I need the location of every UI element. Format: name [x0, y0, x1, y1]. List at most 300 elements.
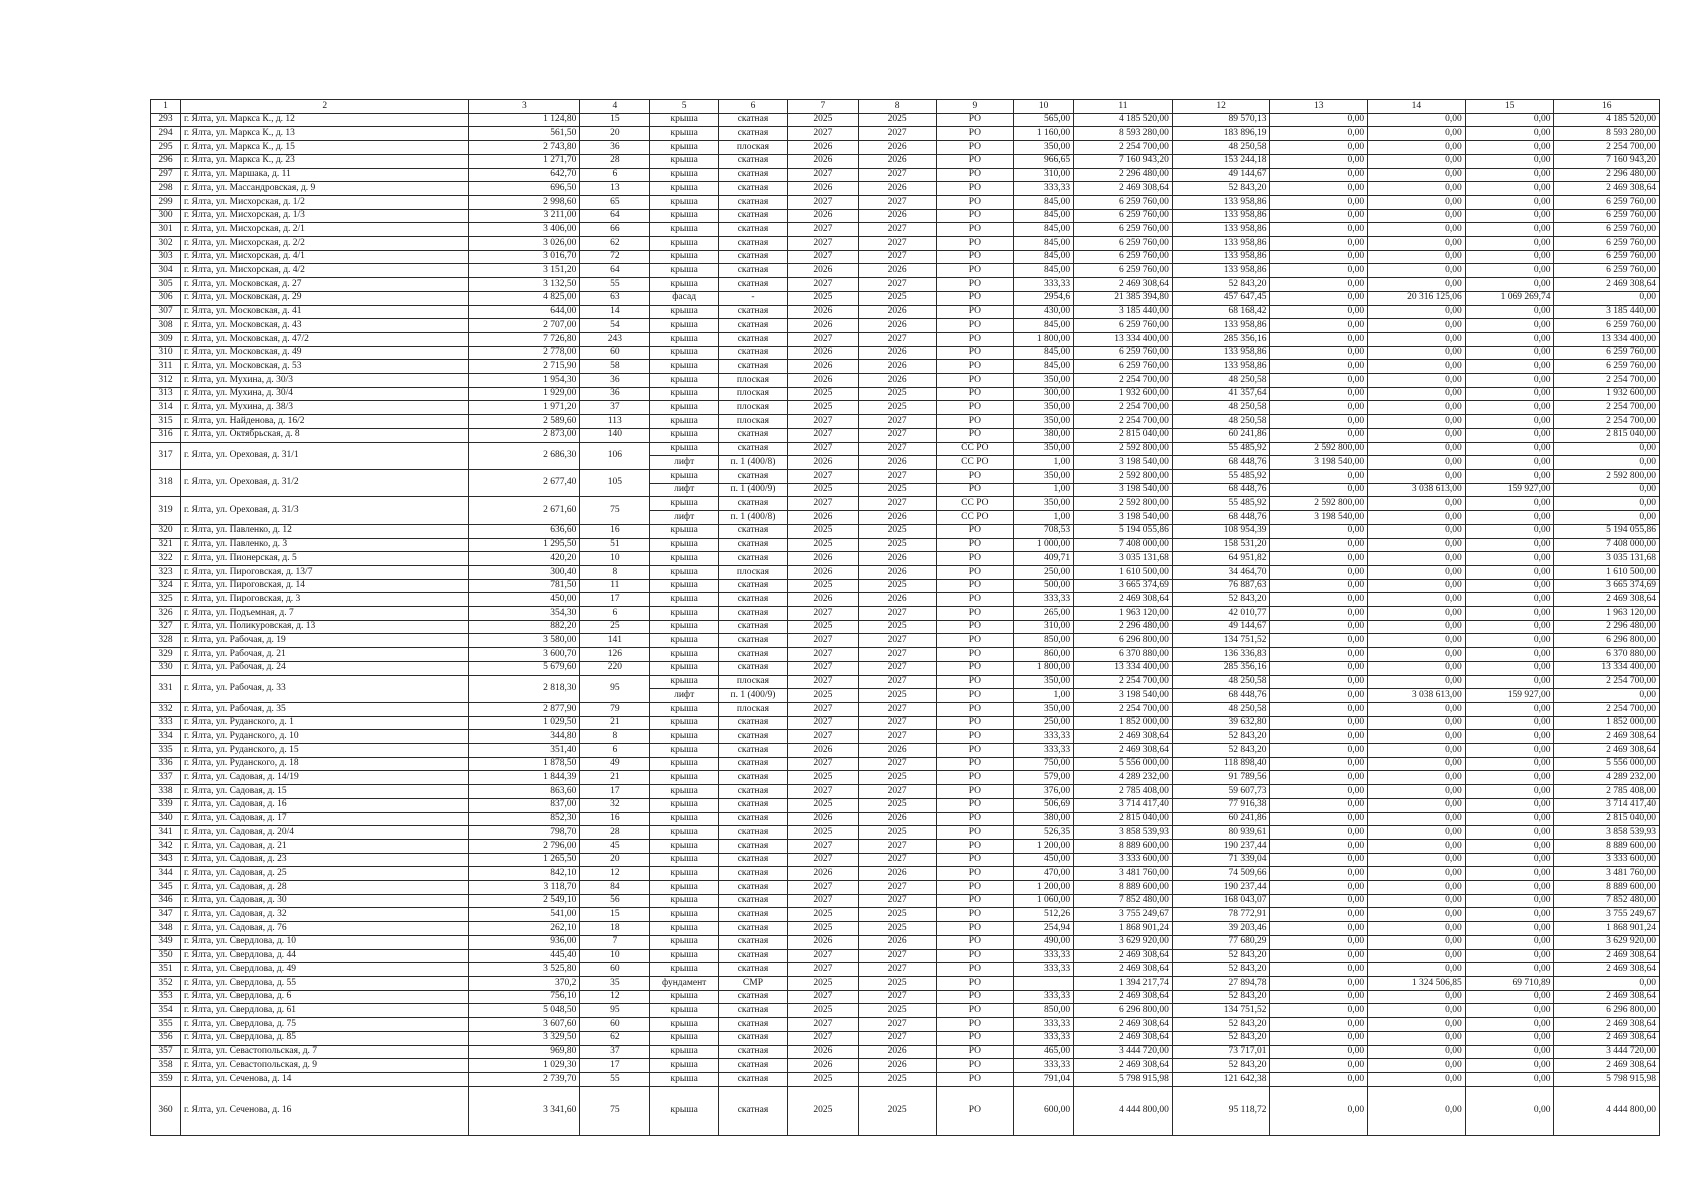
data-cell: 2027 [787, 675, 858, 689]
data-cell: 2 592 800,00 [1270, 442, 1368, 456]
data-cell: 0,00 [1270, 415, 1368, 429]
data-cell: 0,00 [1368, 141, 1466, 155]
data-cell: крыша [650, 785, 719, 799]
data-cell: 350,00 [1014, 702, 1074, 716]
data-cell: 0,00 [1465, 757, 1554, 771]
table-row [151, 442, 1660, 456]
address-cell: г. Ялта, ул. Маршака, д. 11 [180, 168, 468, 182]
area-cell: 1 954,30 [469, 374, 580, 388]
address-cell: г. Ялта, ул. Свердлова, д. 44 [180, 949, 468, 963]
data-cell: 0,00 [1465, 1072, 1554, 1086]
data-cell: 133 958,86 [1172, 264, 1270, 278]
data-cell: 333,33 [1014, 949, 1074, 963]
data-cell: 3 629 920,00 [1554, 935, 1660, 949]
count-cell: 12 [580, 867, 650, 881]
table-row [151, 141, 1660, 155]
data-cell: 0,00 [1270, 209, 1368, 223]
data-cell: 68 168,42 [1172, 305, 1270, 319]
area-cell: 2 873,00 [469, 428, 580, 442]
count-cell: 79 [580, 702, 650, 716]
data-cell: 3 755 249,67 [1554, 908, 1660, 922]
data-cell: 333,33 [1014, 1018, 1074, 1032]
data-cell: плоская [719, 702, 788, 716]
data-cell: крыша [650, 867, 719, 881]
data-cell: 6 259 760,00 [1074, 250, 1173, 264]
data-cell: 3 714 417,40 [1554, 798, 1660, 812]
data-cell: крыша [650, 990, 719, 1004]
table-row [151, 839, 1660, 853]
data-cell: 190 237,44 [1172, 881, 1270, 895]
data-cell: 2027 [787, 127, 858, 141]
data-cell: скатная [719, 552, 788, 566]
data-cell: крыша [650, 881, 719, 895]
data-cell: 2026 [858, 360, 936, 374]
row-number: 324 [151, 579, 181, 593]
data-cell: 2025 [787, 1086, 858, 1135]
data-cell: РО [936, 1018, 1014, 1032]
data-cell: 2026 [787, 511, 858, 525]
data-cell: 2025 [787, 291, 858, 305]
data-cell: скатная [719, 195, 788, 209]
area-cell: 1 029,30 [469, 1059, 580, 1073]
table-row [151, 291, 1660, 305]
row-number: 315 [151, 415, 181, 429]
data-cell: 2027 [787, 442, 858, 456]
count-cell: 13 [580, 182, 650, 196]
data-cell: 2025 [787, 579, 858, 593]
table-row [151, 1031, 1660, 1045]
data-cell: 6 259 760,00 [1074, 319, 1173, 333]
data-cell: 0,00 [1368, 154, 1466, 168]
data-cell: скатная [719, 360, 788, 374]
data-cell: 2026 [858, 812, 936, 826]
address-cell: г. Ялта, ул. Пироговская, д. 13/7 [180, 565, 468, 579]
data-cell: 0,00 [1465, 620, 1554, 634]
data-cell: 4 185 520,00 [1074, 113, 1173, 127]
data-cell: 0,00 [1465, 141, 1554, 155]
address-cell: г. Ялта, ул. Свердлова, д. 49 [180, 963, 468, 977]
table-row [151, 237, 1660, 251]
count-cell: 54 [580, 319, 650, 333]
data-cell: 48 250,58 [1172, 401, 1270, 415]
data-cell: крыша [650, 360, 719, 374]
data-cell: 526,35 [1014, 826, 1074, 840]
data-cell: скатная [719, 853, 788, 867]
data-cell: - [719, 291, 788, 305]
data-cell: скатная [719, 785, 788, 799]
data-cell: крыша [650, 894, 719, 908]
table-row [151, 415, 1660, 429]
data-cell: 2 469 308,64 [1074, 1031, 1173, 1045]
data-cell: 0,00 [1368, 511, 1466, 525]
table-row [151, 894, 1660, 908]
data-cell: РО [936, 483, 1014, 497]
data-cell: 0,00 [1270, 620, 1368, 634]
data-cell: скатная [719, 949, 788, 963]
data-cell: крыша [650, 538, 719, 552]
data-cell: крыша [650, 798, 719, 812]
data-cell: 380,00 [1014, 812, 1074, 826]
data-cell: 3 481 760,00 [1554, 867, 1660, 881]
data-cell: 0,00 [1270, 977, 1368, 991]
data-cell: 3 481 760,00 [1074, 867, 1173, 881]
table-row [151, 387, 1660, 401]
data-cell: 8 593 280,00 [1074, 127, 1173, 141]
address-cell: г. Ялта, ул. Мисхорская, д. 4/1 [180, 250, 468, 264]
data-cell: 0,00 [1368, 387, 1466, 401]
address-cell: г. Ялта, ул. Ореховая, д. 31/2 [180, 469, 468, 496]
data-cell: 0,00 [1270, 990, 1368, 1004]
area-cell: 863,60 [469, 785, 580, 799]
data-cell: 2 254 700,00 [1554, 401, 1660, 415]
data-cell: 49 144,67 [1172, 620, 1270, 634]
data-cell: 2025 [858, 387, 936, 401]
table-row [151, 182, 1660, 196]
data-cell: 3 858 539,93 [1074, 826, 1173, 840]
table-row [151, 401, 1660, 415]
register-body [151, 100, 1660, 1136]
data-cell: 2 296 480,00 [1554, 620, 1660, 634]
table-row [151, 1018, 1660, 1032]
data-cell: 2025 [787, 538, 858, 552]
data-cell: 0,00 [1368, 867, 1466, 881]
row-number: 340 [151, 812, 181, 826]
column-number: 4 [580, 100, 650, 114]
data-cell: 168 043,07 [1172, 894, 1270, 908]
data-cell: 2027 [858, 278, 936, 292]
data-cell: 0,00 [1554, 689, 1660, 703]
data-cell: 5 556 000,00 [1074, 757, 1173, 771]
data-cell: крыша [650, 730, 719, 744]
data-cell: 254,94 [1014, 922, 1074, 936]
count-cell: 64 [580, 264, 650, 278]
data-cell: 2027 [858, 332, 936, 346]
data-cell: 0,00 [1368, 223, 1466, 237]
address-cell: г. Ялта, ул. Московская, д. 53 [180, 360, 468, 374]
data-cell: 118 898,40 [1172, 757, 1270, 771]
data-cell: скатная [719, 894, 788, 908]
count-cell: 64 [580, 209, 650, 223]
row-number: 295 [151, 141, 181, 155]
data-cell: 73 717,01 [1172, 1045, 1270, 1059]
data-cell: скатная [719, 716, 788, 730]
data-cell: 600,00 [1014, 1086, 1074, 1135]
data-cell: РО [936, 538, 1014, 552]
data-cell: РО [936, 757, 1014, 771]
data-cell: 2025 [787, 798, 858, 812]
data-cell: 2026 [787, 593, 858, 607]
data-cell: 2026 [858, 141, 936, 155]
table-row [151, 524, 1660, 538]
data-cell: скатная [719, 182, 788, 196]
row-number: 341 [151, 826, 181, 840]
row-number: 329 [151, 648, 181, 662]
data-cell: 52 843,20 [1172, 1059, 1270, 1073]
data-cell: РО [936, 785, 1014, 799]
table-row [151, 963, 1660, 977]
data-cell: 2 592 800,00 [1554, 469, 1660, 483]
data-cell: 0,00 [1368, 538, 1466, 552]
data-cell: 0,00 [1270, 963, 1368, 977]
data-cell: 0,00 [1368, 360, 1466, 374]
data-cell: 1 963 120,00 [1554, 607, 1660, 621]
data-cell: лифт [650, 689, 719, 703]
row-number: 317 [151, 442, 181, 469]
data-cell: 0,00 [1465, 195, 1554, 209]
data-cell: 2025 [858, 689, 936, 703]
column-number: 7 [787, 100, 858, 114]
data-cell: крыша [650, 1018, 719, 1032]
data-cell: 133 958,86 [1172, 360, 1270, 374]
table-row [151, 497, 1660, 511]
data-cell: 2025 [787, 483, 858, 497]
data-cell: плоская [719, 675, 788, 689]
area-cell: 798,70 [469, 826, 580, 840]
data-cell: 333,33 [1014, 593, 1074, 607]
data-cell: 0,00 [1465, 387, 1554, 401]
data-cell: 0,00 [1554, 456, 1660, 470]
data-cell: 0,00 [1270, 812, 1368, 826]
data-cell: 2026 [787, 744, 858, 758]
data-cell: 2027 [858, 634, 936, 648]
data-cell: 2026 [787, 552, 858, 566]
address-cell: г. Ялта, ул. Мисхорская, д. 4/2 [180, 264, 468, 278]
data-cell: 2027 [787, 881, 858, 895]
data-cell: 2 469 308,64 [1074, 730, 1173, 744]
area-cell: 3 607,60 [469, 1018, 580, 1032]
data-cell: 2 469 308,64 [1554, 1018, 1660, 1032]
data-cell: 333,33 [1014, 744, 1074, 758]
area-cell: 3 525,80 [469, 963, 580, 977]
data-cell: 52 843,20 [1172, 744, 1270, 758]
data-cell: РО [936, 332, 1014, 346]
count-cell: 6 [580, 607, 650, 621]
data-cell: 579,00 [1014, 771, 1074, 785]
data-cell: РО [936, 565, 1014, 579]
data-cell: 3 038 613,00 [1368, 689, 1466, 703]
table-row [151, 730, 1660, 744]
count-cell: 7 [580, 935, 650, 949]
data-cell: 0,00 [1465, 1045, 1554, 1059]
data-cell: 48 250,58 [1172, 675, 1270, 689]
data-cell: 34 464,70 [1172, 565, 1270, 579]
data-cell: 0,00 [1465, 127, 1554, 141]
data-cell: 52 843,20 [1172, 593, 1270, 607]
data-cell: 48 250,58 [1172, 374, 1270, 388]
data-cell: РО [936, 634, 1014, 648]
data-cell: 2025 [858, 524, 936, 538]
data-cell: 6 259 760,00 [1074, 223, 1173, 237]
data-cell: скатная [719, 346, 788, 360]
count-cell: 17 [580, 593, 650, 607]
data-cell: скатная [719, 935, 788, 949]
data-cell: крыша [650, 922, 719, 936]
data-cell: 0,00 [1465, 867, 1554, 881]
data-cell: 7 852 480,00 [1074, 894, 1173, 908]
data-cell: 2027 [787, 661, 858, 675]
data-cell: 310,00 [1014, 620, 1074, 634]
area-cell: 1 878,50 [469, 757, 580, 771]
area-cell: 2 877,90 [469, 702, 580, 716]
data-cell: скатная [719, 538, 788, 552]
data-cell: 6 259 760,00 [1554, 209, 1660, 223]
data-cell: крыша [650, 1045, 719, 1059]
table-row [151, 305, 1660, 319]
data-cell: 2 296 480,00 [1074, 168, 1173, 182]
count-cell: 10 [580, 949, 650, 963]
data-cell: 2026 [787, 154, 858, 168]
address-cell: г. Ялта, ул. Московская, д. 27 [180, 278, 468, 292]
table-row [151, 1072, 1660, 1086]
data-cell: 2025 [787, 387, 858, 401]
data-cell: 2027 [858, 853, 936, 867]
table-row [151, 428, 1660, 442]
row-number: 331 [151, 675, 181, 702]
data-cell: 2025 [787, 771, 858, 785]
data-cell: РО [936, 607, 1014, 621]
data-cell: РО [936, 826, 1014, 840]
data-cell: скатная [719, 209, 788, 223]
address-cell: г. Ялта, ул. Подъемная, д. 7 [180, 607, 468, 621]
data-cell: 0,00 [1465, 881, 1554, 895]
data-cell: 0,00 [1368, 565, 1466, 579]
data-cell: 0,00 [1270, 894, 1368, 908]
data-cell: 2026 [858, 264, 936, 278]
data-cell: крыша [650, 593, 719, 607]
area-cell: 300,40 [469, 565, 580, 579]
data-cell: скатная [719, 798, 788, 812]
area-cell: 2 686,30 [469, 442, 580, 469]
data-cell: 350,00 [1014, 374, 1074, 388]
area-cell: 2 715,90 [469, 360, 580, 374]
data-cell: 108 954,39 [1172, 524, 1270, 538]
data-cell: 2 254 700,00 [1554, 141, 1660, 155]
data-cell: 2026 [858, 154, 936, 168]
data-cell: 2026 [858, 346, 936, 360]
data-cell: 0,00 [1465, 908, 1554, 922]
address-cell: г. Ялта, ул. Рабочая, д. 21 [180, 648, 468, 662]
data-cell: 2026 [787, 812, 858, 826]
data-cell: 2027 [787, 497, 858, 511]
data-cell: РО [936, 168, 1014, 182]
data-cell: скатная [719, 990, 788, 1004]
data-cell: 0,00 [1465, 798, 1554, 812]
address-cell: г. Ялта, ул. Маркса К., д. 13 [180, 127, 468, 141]
table-row [151, 113, 1660, 127]
row-number: 345 [151, 881, 181, 895]
row-number: 296 [151, 154, 181, 168]
area-cell: 882,20 [469, 620, 580, 634]
data-cell: 2 254 700,00 [1074, 401, 1173, 415]
data-cell: 2 254 700,00 [1074, 675, 1173, 689]
data-cell: РО [936, 154, 1014, 168]
count-cell: 15 [580, 908, 650, 922]
address-cell: г. Ялта, ул. Пироговская, д. 14 [180, 579, 468, 593]
data-cell: РО [936, 415, 1014, 429]
data-cell: 13 334 400,00 [1074, 332, 1173, 346]
data-cell: 0,00 [1465, 182, 1554, 196]
data-cell: 0,00 [1368, 469, 1466, 483]
address-cell: г. Ялта, ул. Ореховая, д. 31/3 [180, 497, 468, 524]
table-row [151, 593, 1660, 607]
data-cell: 490,00 [1014, 935, 1074, 949]
data-cell: скатная [719, 264, 788, 278]
area-cell: 2 743,80 [469, 141, 580, 155]
count-cell: 60 [580, 346, 650, 360]
data-cell: 183 896,19 [1172, 127, 1270, 141]
data-cell: крыша [650, 141, 719, 155]
data-cell: 8 593 280,00 [1554, 127, 1660, 141]
data-cell: 52 843,20 [1172, 278, 1270, 292]
count-cell: 21 [580, 716, 650, 730]
row-number: 349 [151, 935, 181, 949]
count-cell: 18 [580, 922, 650, 936]
data-cell: 0,00 [1465, 1031, 1554, 1045]
data-cell: 0,00 [1270, 1059, 1368, 1073]
area-cell: 1 929,00 [469, 387, 580, 401]
data-cell: крыша [650, 1086, 719, 1135]
data-cell: 2 254 700,00 [1074, 702, 1173, 716]
data-cell: 0,00 [1270, 757, 1368, 771]
data-cell: 0,00 [1368, 881, 1466, 895]
register-sheet [150, 99, 1660, 1136]
row-number: 344 [151, 867, 181, 881]
data-cell: 1 932 600,00 [1554, 387, 1660, 401]
row-number: 335 [151, 744, 181, 758]
data-cell: 0,00 [1368, 634, 1466, 648]
data-cell: 2026 [787, 867, 858, 881]
data-cell: 2026 [858, 935, 936, 949]
data-cell: 0,00 [1368, 195, 1466, 209]
data-cell: крыша [650, 579, 719, 593]
data-cell: 134 751,52 [1172, 634, 1270, 648]
data-cell: 0,00 [1465, 264, 1554, 278]
data-cell: 0,00 [1270, 195, 1368, 209]
data-cell: 2025 [858, 401, 936, 415]
data-cell: 2026 [858, 182, 936, 196]
data-cell: 0,00 [1465, 552, 1554, 566]
data-cell: крыша [650, 127, 719, 141]
data-cell: 3 198 540,00 [1270, 511, 1368, 525]
data-cell: крыша [650, 1031, 719, 1045]
data-cell: 0,00 [1368, 1018, 1466, 1032]
data-cell: 4 185 520,00 [1554, 113, 1660, 127]
data-cell: 20 316 125,06 [1368, 291, 1466, 305]
data-cell: крыша [650, 428, 719, 442]
data-cell: 0,00 [1270, 1072, 1368, 1086]
data-cell: 791,04 [1014, 1072, 1074, 1086]
data-cell: 333,33 [1014, 963, 1074, 977]
data-cell: 0,00 [1554, 483, 1660, 497]
data-cell: РО [936, 702, 1014, 716]
data-cell: крыша [650, 442, 719, 456]
area-cell: 1 295,50 [469, 538, 580, 552]
data-cell: 1 963 120,00 [1074, 607, 1173, 621]
area-cell: 642,70 [469, 168, 580, 182]
data-cell: 0,00 [1270, 401, 1368, 415]
data-cell: крыша [650, 195, 719, 209]
data-cell: крыша [650, 1059, 719, 1073]
data-cell: 2 254 700,00 [1554, 374, 1660, 388]
data-cell: крыша [650, 634, 719, 648]
count-cell: 55 [580, 1072, 650, 1086]
data-cell: 7 408 000,00 [1074, 538, 1173, 552]
data-cell: 3 038 613,00 [1368, 483, 1466, 497]
area-cell: 2 549,10 [469, 894, 580, 908]
data-cell: 2025 [787, 1004, 858, 1018]
data-cell: крыша [650, 908, 719, 922]
area-cell: 2 778,00 [469, 346, 580, 360]
